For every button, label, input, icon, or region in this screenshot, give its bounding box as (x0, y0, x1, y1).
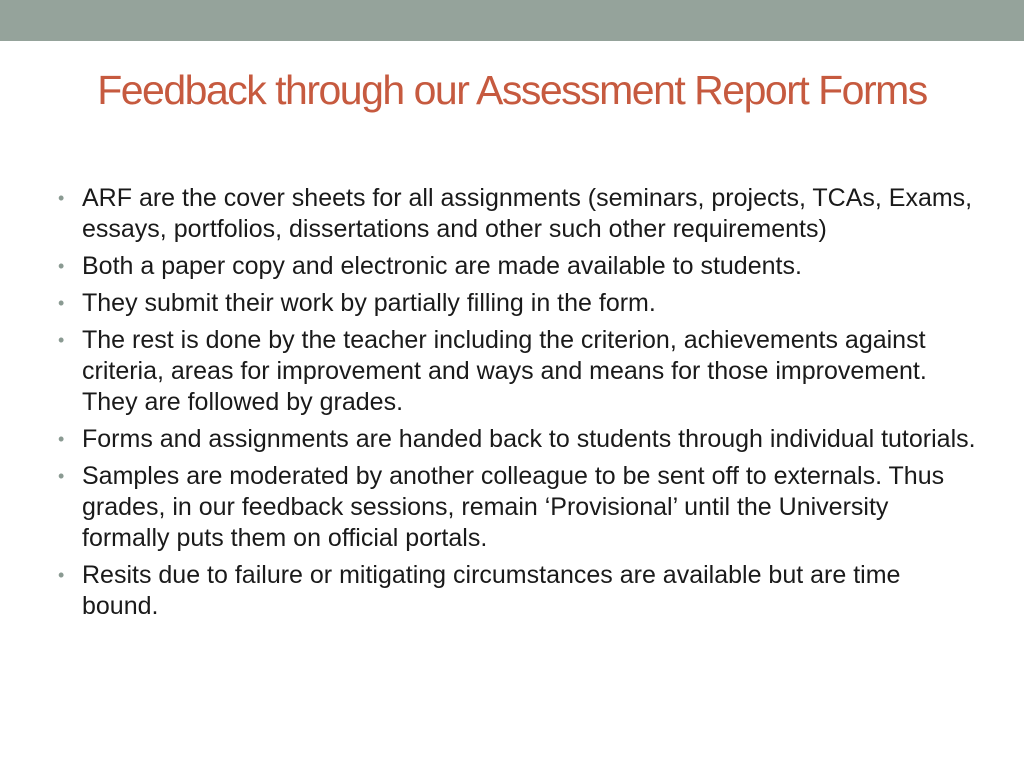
bullet-item (56, 461, 976, 554)
bullet-text: Samples are moderated by another colleague to be sent off to externals. Thus grades, in our feedback sessions, remain ‘Provisional’ until the University formally puts them on official portals. (82, 462, 945, 552)
bullet-text: Forms and assignments are handed back to students through individual tutorials. (82, 425, 976, 453)
bullet-item (56, 183, 976, 245)
bullet-icon: • (58, 293, 65, 313)
bullet-item (56, 251, 976, 282)
top-accent-band (0, 0, 1024, 41)
bullet-text: ARF are the cover sheets for all assignments (seminars, projects, TCAs, Exams, essays, portfolios, dissertations and other such other requirements) (82, 184, 973, 243)
bullet-item (56, 424, 976, 455)
bullet-item (56, 288, 976, 319)
bullet-text: Both a paper copy and electronic are made available to students. (82, 252, 802, 280)
bullet-icon: • (58, 565, 65, 585)
bullet-list (56, 183, 976, 628)
bullet-text: Resits due to failure or mitigating circumstances are available but are time bound. (82, 561, 901, 620)
bullet-text: They submit their work by partially filling in the form. (82, 289, 656, 317)
slide-title: Feedback through our Assessment Report Forms (97, 67, 927, 113)
bullet-item (56, 560, 976, 622)
bullet-icon: • (58, 466, 65, 486)
bullet-text: The rest is done by the teacher including the criterion, achievements against criteria, areas for improvement and ways and means for those improvement. They are followed by grades. (82, 326, 927, 416)
bullet-item (56, 325, 976, 418)
bullet-icon: • (58, 330, 65, 350)
bullet-icon: • (58, 188, 65, 208)
bullet-icon: • (58, 256, 65, 276)
bullet-icon: • (58, 429, 65, 449)
